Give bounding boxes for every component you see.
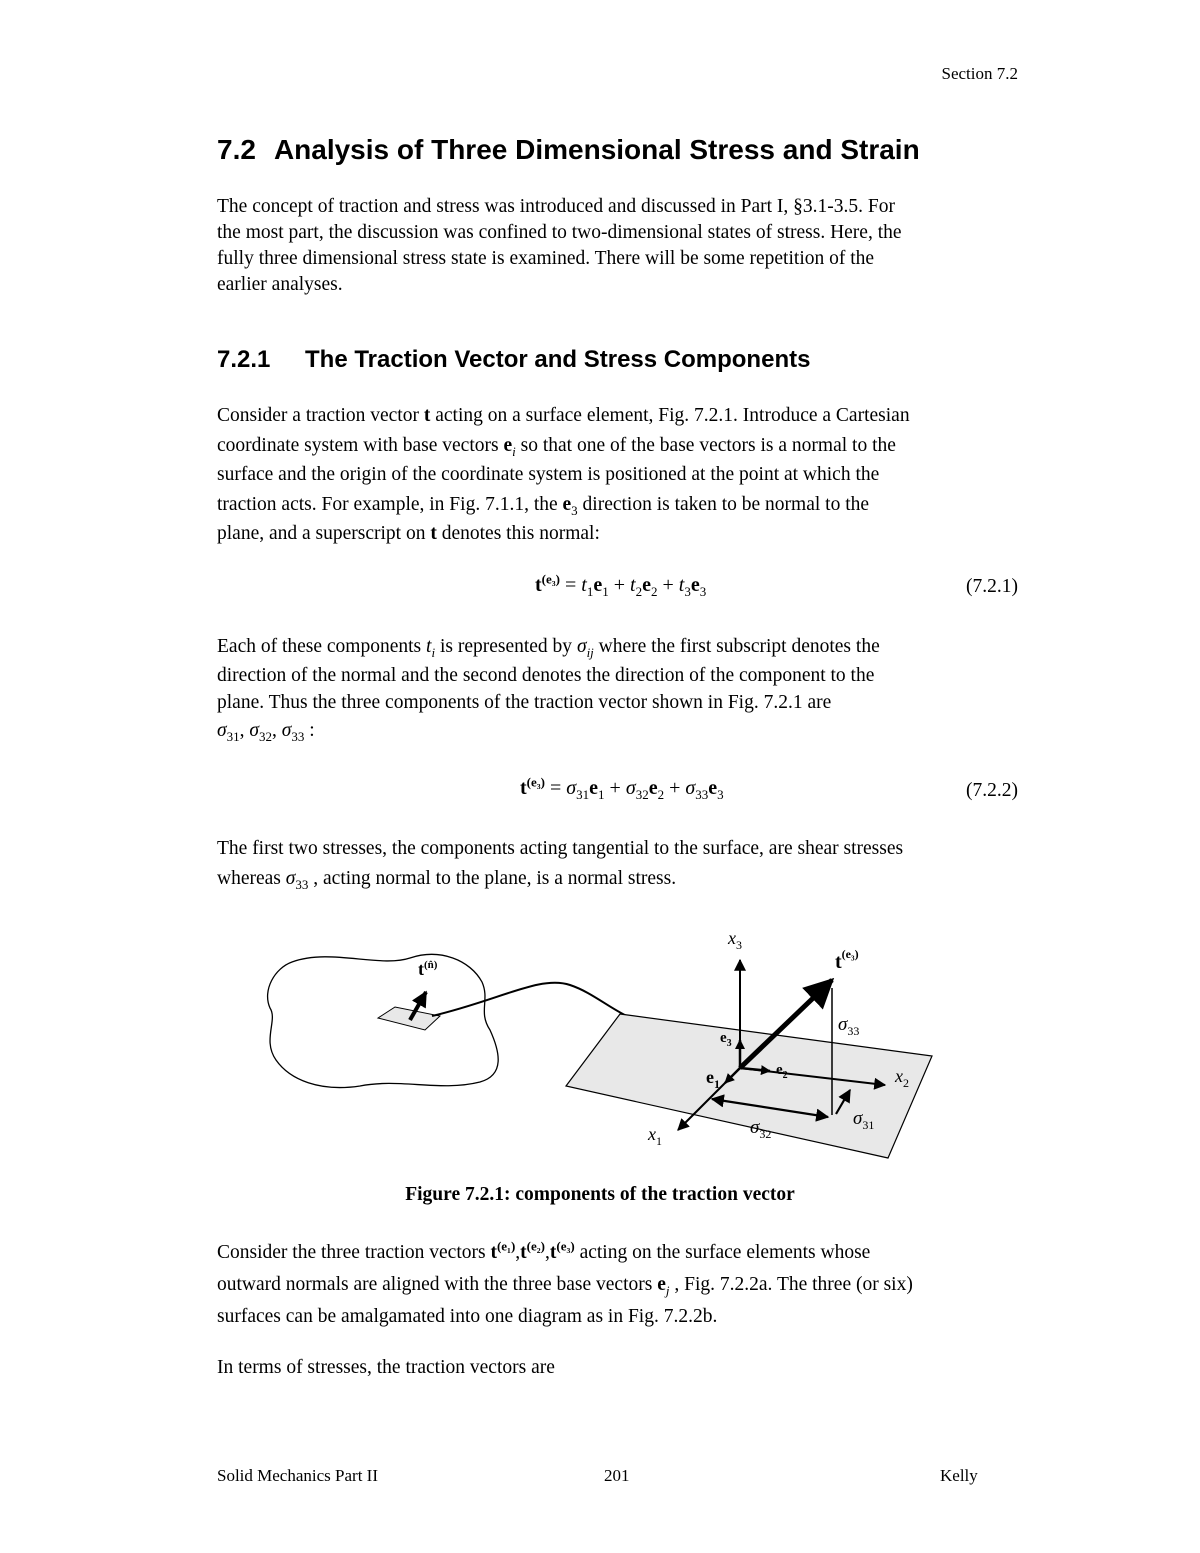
text-line: whereas $\sigma_{33}$ , acting normal to the plane, is a normal stress. <box>217 868 677 892</box>
label-sigma31: $\sigma_{31}$ <box>853 1108 875 1132</box>
text-line: Consider the three traction vectors $t^{(e_1)},t^{(e_2)},t^{(e_3)}$ acting on the surface elements whose <box>217 1238 871 1263</box>
label-e1: $e_1$ <box>706 1067 720 1091</box>
text-line: $\sigma_{31}$, $\sigma_{32}$, $\sigma_{33}$ : <box>217 720 315 744</box>
section-title: Analysis of Three Dimensional Stress and Strain <box>273 134 920 165</box>
label-t-n: $t^{(n̂)}$ <box>418 959 438 979</box>
text-line: surfaces can be amalgamated into one diagram as in Fig. 7.2.2b. <box>217 1306 718 1327</box>
label-e2: $e_2$ <box>776 1062 788 1081</box>
text-line: Consider a traction vector t acting on a surface element, Fig. 7.2.1. Introduce a Cartesian <box>217 405 910 426</box>
text-line: Each of these components $t_i$ is represented by $\sigma_{ij}$ where the first subscript denotes the <box>217 636 880 660</box>
label-sigma33: $\sigma_{33}$ <box>838 1014 860 1038</box>
label-e3: $e_3$ <box>720 1030 732 1049</box>
label-x1: $x_1$ <box>648 1124 662 1148</box>
label-x2: $x_2$ <box>895 1066 909 1090</box>
footer-left: Solid Mechanics Part II <box>217 1466 378 1485</box>
footer-right: Kelly <box>940 1466 978 1485</box>
paragraph-stresses <box>217 1355 1017 1381</box>
text-line: outward normals are aligned with the three base vectors $e_j$ , Fig. 7.2.2a. The three (or six) <box>217 1274 913 1298</box>
equation-7-2-1: $t^{(e_3)} = t_1e_1 + t_2e_2 + t_3e_3$ <box>535 571 707 599</box>
intro-line: the most part, the discussion was confined to two-dimensional states of stress. Here, the <box>217 222 902 243</box>
figure-caption: Figure 7.2.1: components of the traction vector <box>405 1184 795 1205</box>
text-line: coordinate system with base vectors $e_i$ so that one of the base vectors is a normal to the <box>217 434 896 459</box>
text-line: surface and the origin of the coordinate system is positioned at the point at which the <box>217 464 880 485</box>
subsection-number: 7.2.1 <box>217 346 271 373</box>
section-number: 7.2 <box>217 134 256 165</box>
footer-page-number: 201 <box>604 1466 630 1485</box>
intro-line: fully three dimensional stress state is examined. There will be some repetition of the <box>217 248 875 269</box>
label-sigma32: $\sigma_{32}$ <box>750 1117 772 1141</box>
intro-line: The concept of traction and stress was introduced and discussed in Part I, §3.1-3.5. For <box>217 196 896 217</box>
text-line: The first two stresses, the components acting tangential to the surface, are shear stresses <box>217 838 904 859</box>
running-head: Section 7.2 <box>941 64 1018 83</box>
equation-number: (7.2.2) <box>966 780 1018 801</box>
subsection-title: The Traction Vector and Stress Components <box>305 346 811 373</box>
text-line: direction of the normal and the second denotes the direction of the component to the <box>217 665 875 686</box>
equation-7-2-2: $t^{(e_3)} = \sigma_{31}e_1 + \sigma_{32}e_2 + \sigma_{33}e_3$ <box>520 774 724 802</box>
label-t-e3: $t^{(e_3)}$ <box>835 947 859 973</box>
surface-plane <box>566 1014 932 1158</box>
intro-line: earlier analyses. <box>217 274 343 295</box>
label-x3: $x_3$ <box>728 928 742 952</box>
text-line: In terms of stresses, the traction vectors are <box>217 1357 555 1378</box>
equation-number: (7.2.1) <box>966 576 1018 597</box>
paragraph-three-tractions <box>217 1237 1017 1333</box>
text-line: traction acts. For example, in Fig. 7.1.1, the $e_3$ direction is taken to be normal to the <box>217 493 870 518</box>
text-line: plane. Thus the three components of the traction vector shown in Fig. 7.2.1 are <box>217 692 832 713</box>
body-outline <box>268 954 499 1087</box>
text-line: plane, and a superscript on t denotes this normal: <box>217 523 600 544</box>
